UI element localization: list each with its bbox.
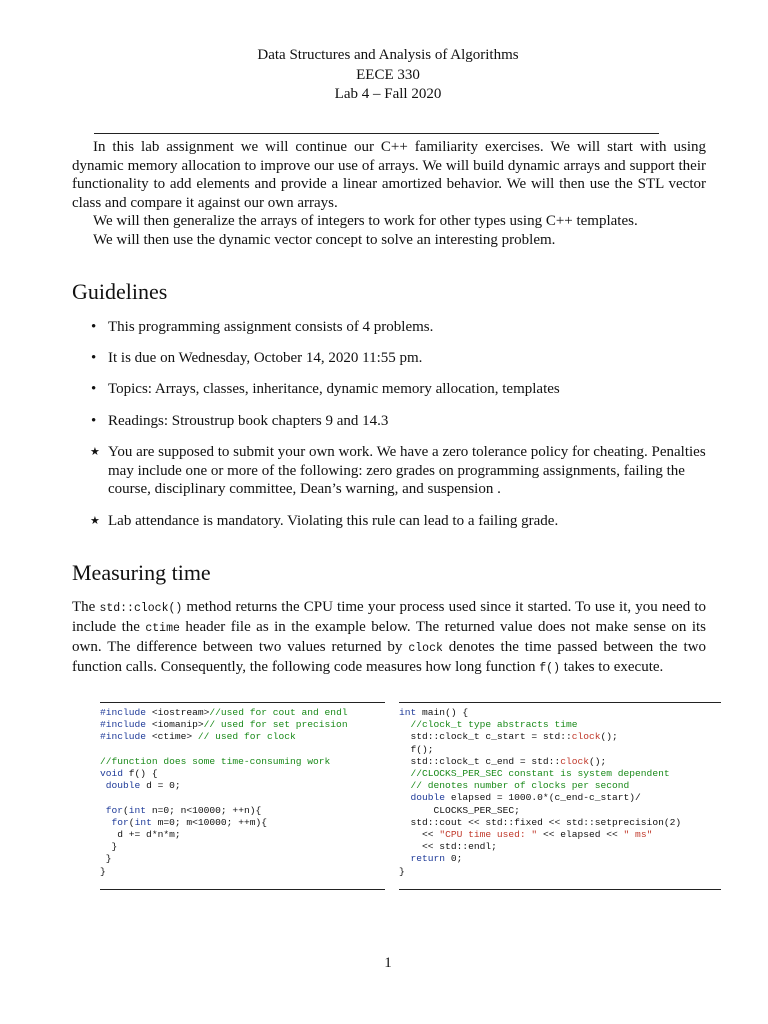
list-item: • Topics: Arrays, classes, inheritance, dynamic memory allocation, templates bbox=[91, 381, 560, 397]
code-line: double d = 0; bbox=[100, 780, 181, 792]
code-line: << "CPU time used: " << elapsed << " ms" bbox=[399, 829, 653, 841]
code-line: } bbox=[100, 865, 106, 877]
code-listing-main bbox=[399, 702, 721, 890]
guidelines-heading: Guidelines bbox=[72, 279, 168, 304]
intro-paragraph: In this lab assignment we will continue our C++ familiarity exercises. We will start with using dynamic memory allocation to improve our use of arrays. We will build dynamic arrays and support their functionality to add elements and provide a linear amortized behavior. We will then use the STL vector class and compare it against our own arrays. bbox=[72, 139, 706, 211]
code-line: } bbox=[399, 865, 405, 877]
measuring-heading: Measuring time bbox=[72, 560, 211, 585]
code-line bbox=[100, 792, 385, 804]
code-line: for(int n=0; n<10000; ++n){ bbox=[100, 804, 262, 816]
list-item: ★ You are supposed to submit your own work. We have a zero tolerance policy for cheating. Penalties may include one or more of the following: zero grades on programming assignments, failing the course, disciplinary committee, Dean’s warning, and suspension . bbox=[90, 444, 706, 497]
measuring-paragraph: The std::clock() method returns the CPU time your process used since it started. To use it, you need to include the ctime header file as in the example below. The returned value does not make sense on its own. The difference between two values returned by clock denotes the time passed between the two function calls. Consequently, the following code measures how long function f() takes to execute. bbox=[72, 599, 707, 675]
intro-section bbox=[72, 138, 706, 249]
code-line: std::cout << std::fixed << std::setprecision(2) bbox=[399, 816, 682, 828]
inline-code: clock bbox=[408, 642, 443, 655]
guidelines-list bbox=[72, 316, 712, 530]
bullet-icon: • bbox=[91, 349, 97, 366]
code-line: //clock_t type abstracts time bbox=[399, 719, 578, 731]
inline-code: std::clock() bbox=[99, 602, 183, 615]
list-item: • This programming assignment consists of 4 problems. bbox=[91, 319, 434, 335]
list-item: • Readings: Stroustrup book chapters 9 and 14.3 bbox=[91, 412, 389, 429]
code-line: //CLOCKS_PER_SEC constant is system dependent bbox=[399, 768, 670, 780]
code-line: void f() { bbox=[100, 768, 158, 780]
code-line: } bbox=[100, 841, 118, 853]
course-code: EECE 330 bbox=[356, 66, 420, 83]
star-icon: ★ bbox=[90, 446, 100, 458]
inline-code: ctime bbox=[145, 622, 180, 635]
bullet-icon: • bbox=[91, 319, 97, 335]
intro-paragraph: We will then generalize the arrays of integers to work for other types using C++ templates. bbox=[93, 213, 638, 229]
code-line: #include <ctime> // used for clock bbox=[100, 731, 296, 743]
code-line: double elapsed = 1000.0*(c_end-c_start)/ bbox=[399, 792, 641, 804]
code-line: std::clock_t c_start = std::clock(); bbox=[399, 731, 618, 743]
code-line: int main() { bbox=[399, 707, 469, 718]
page-number: 1 bbox=[384, 955, 392, 971]
code-line: f(); bbox=[399, 743, 434, 755]
star-icon: ★ bbox=[90, 514, 100, 527]
code-line: #include <iostream>//used for cout and endl bbox=[100, 707, 348, 718]
code-line: //function does some time-consuming work bbox=[100, 755, 331, 767]
code-listing-includes bbox=[100, 702, 385, 890]
code-line: #include <iomanip>// used for set precision bbox=[100, 719, 348, 731]
code-line bbox=[100, 744, 385, 756]
inline-code: f() bbox=[539, 662, 560, 675]
code-line: d += d*n*m; bbox=[100, 829, 181, 841]
code-line: std::clock_t c_end = std::clock(); bbox=[399, 755, 607, 767]
lab-title: Lab 4 – Fall 2020 bbox=[334, 86, 442, 102]
code-line: << std::endl; bbox=[399, 841, 497, 853]
bullet-icon: • bbox=[91, 412, 97, 429]
intro-paragraph: We will then use the dynamic vector concept to solve an interesting problem. bbox=[93, 231, 556, 248]
bullet-icon: • bbox=[91, 381, 97, 397]
code-line: for(int m=0; m<10000; ++m){ bbox=[100, 816, 267, 828]
list-item: ★ Lab attendance is mandatory. Violating this rule can lead to a failing grade. bbox=[90, 512, 559, 529]
course-name: Data Structures and Analysis of Algorithms bbox=[257, 47, 519, 63]
code-line: CLOCKS_PER_SEC; bbox=[399, 804, 520, 816]
title-rule bbox=[94, 133, 659, 134]
title-block bbox=[0, 46, 768, 105]
list-item: • It is due on Wednesday, October 14, 2020 11:55 pm. bbox=[91, 349, 423, 366]
code-line: // denotes number of clocks per second bbox=[399, 780, 630, 792]
code-line: } bbox=[100, 853, 112, 865]
code-line: return 0; bbox=[399, 853, 463, 865]
